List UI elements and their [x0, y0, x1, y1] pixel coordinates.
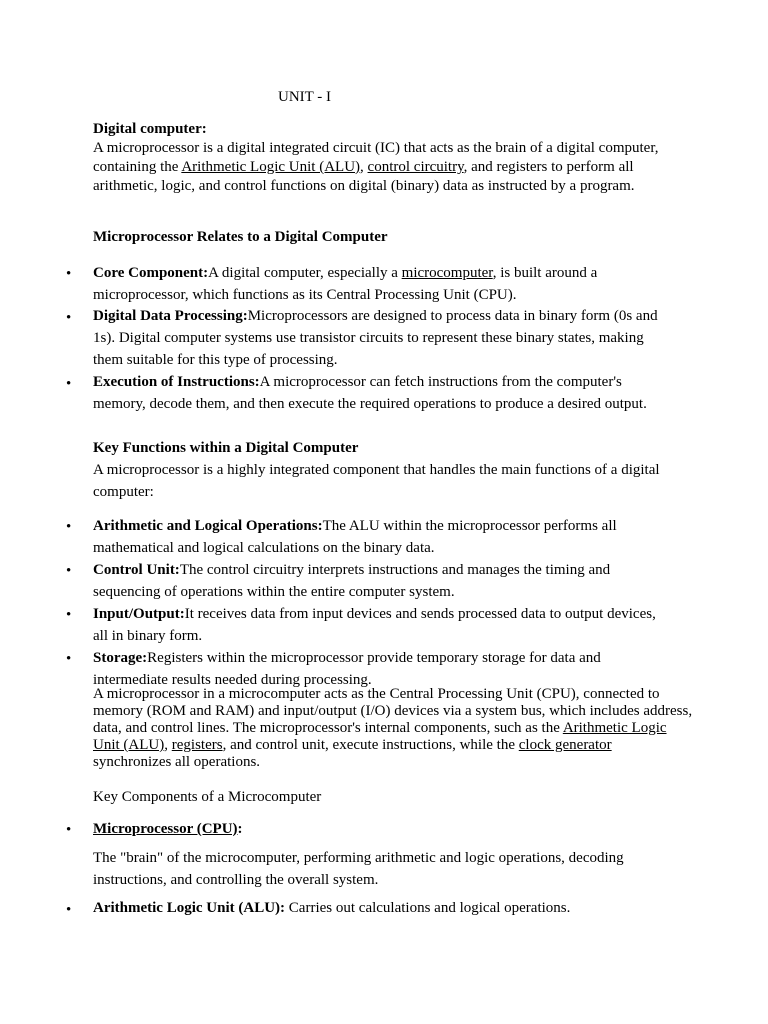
item-label: Execution of Instructions:: [93, 374, 260, 390]
alu-link[interactable]: Arithmetic Logic Unit (ALU): [181, 159, 361, 175]
bullet-icon: •: [66, 376, 72, 392]
bullet-icon: •: [66, 266, 72, 282]
bullet-icon: •: [66, 902, 72, 918]
item-text: , is built around a microprocessor, which functions as its Central Processing Unit (CPU).: [93, 265, 598, 303]
cpu-link[interactable]: Microprocessor (CPU): [93, 821, 238, 837]
paragraph-text: A microprocessor in a microcomputer acts as the Central Processing Unit (CPU), connected to memory (ROM and RAM) and input/output (I/O) devices via a system bus, which includes address, data, and control lines. The microprocessor's internal components, such as the: [93, 686, 693, 736]
heading-text: Microprocessor Relates to a Digital Computer: [93, 229, 388, 245]
bullet-icon: •: [66, 651, 72, 667]
control-circuitry-link[interactable]: control circuitry: [367, 159, 464, 175]
paragraph-text: A microprocessor is a digital integrated circuit (IC) that acts as the brain of a digital computer, containing the: [93, 140, 659, 175]
paragraph-text: , and control unit, execute instructions, while the: [222, 737, 519, 753]
item-text: Microprocessors are designed to process data in binary form (0s and 1s). Digital computer systems use transistor circuits to represent these binary states, making them suitable for this type of processing.: [93, 308, 658, 368]
separator: ,: [164, 737, 172, 753]
bullet-icon: •: [66, 519, 72, 535]
list-item: [93, 371, 673, 415]
list-item: [93, 305, 673, 371]
clock-generator-link[interactable]: clock generator: [518, 737, 612, 753]
microcomputer-link[interactable]: microcomputer: [401, 265, 493, 281]
intro-text: A microprocessor is a highly integrated component that handles the main functions of a digital computer:: [93, 462, 660, 500]
item-text: A digital computer, especially a: [208, 265, 402, 281]
item-label: Input/Output:: [93, 606, 185, 622]
bullet-icon: •: [66, 563, 72, 579]
item-text: A microprocessor can fetch instructions from the computer's memory, decode them, and then execute the required operations to produce a desired output.: [93, 374, 647, 412]
microcomputer-paragraph: [93, 686, 693, 771]
bullet-icon: •: [66, 822, 72, 838]
item-label: Digital Data Processing:: [93, 308, 248, 324]
item-text: The control circuitry interprets instructions and manages the timing and sequencing of operations within the entire computer system.: [93, 562, 611, 600]
item-label: Arithmetic and Logical Operations:: [93, 518, 323, 534]
item-label: Storage:: [93, 650, 148, 666]
list-item: [93, 818, 673, 840]
list-item: [93, 647, 673, 691]
key-components-heading: Key Components of a Microcomputer: [93, 789, 322, 805]
paragraph-text: synchronizes all operations.: [93, 754, 261, 770]
colon: :: [237, 821, 243, 837]
section-heading: Digital computer:: [93, 121, 207, 137]
item-label: Core Component:: [93, 265, 209, 281]
section-heading: [93, 228, 683, 246]
list-item: [93, 515, 673, 559]
bullet-icon: •: [66, 607, 72, 623]
list-item: [93, 603, 673, 647]
key-functions-section: [93, 437, 683, 503]
cpu-description: The "brain" of the microcomputer, performing arithmetic and logic operations, decoding instructions, and controlling the overall system.: [93, 850, 624, 888]
item-label: Arithmetic Logic Unit (ALU):: [93, 900, 286, 916]
item-label: Control Unit:: [93, 562, 180, 578]
section-heading: Key Functions within a Digital Computer: [93, 440, 359, 456]
item-text: It receives data from input devices and sends processed data to output devices, all in binary form.: [93, 606, 656, 644]
item-text: Carries out calculations and logical operations.: [285, 900, 571, 916]
item-text: The ALU within the microprocessor performs all mathematical and logical calculations on the binary data.: [93, 518, 617, 556]
list-item: [93, 559, 673, 603]
bullet-icon: •: [66, 310, 72, 326]
separator: ,: [360, 159, 368, 175]
item-text: Registers within the microprocessor provide temporary storage for data and intermediate results needed during processing.: [93, 650, 601, 688]
paragraph-text: , and registers to perform all arithmetic, logic, and control functions on digital (binary) data as instructed by a program.: [93, 159, 635, 194]
registers-link[interactable]: registers: [171, 737, 223, 753]
digital-computer-section: [93, 120, 683, 196]
unit-title: UNIT - I: [278, 89, 332, 105]
list-item: [93, 262, 673, 306]
list-item: [93, 897, 673, 919]
alu-link[interactable]: Arithmetic Logic Unit (ALU): [93, 720, 667, 753]
